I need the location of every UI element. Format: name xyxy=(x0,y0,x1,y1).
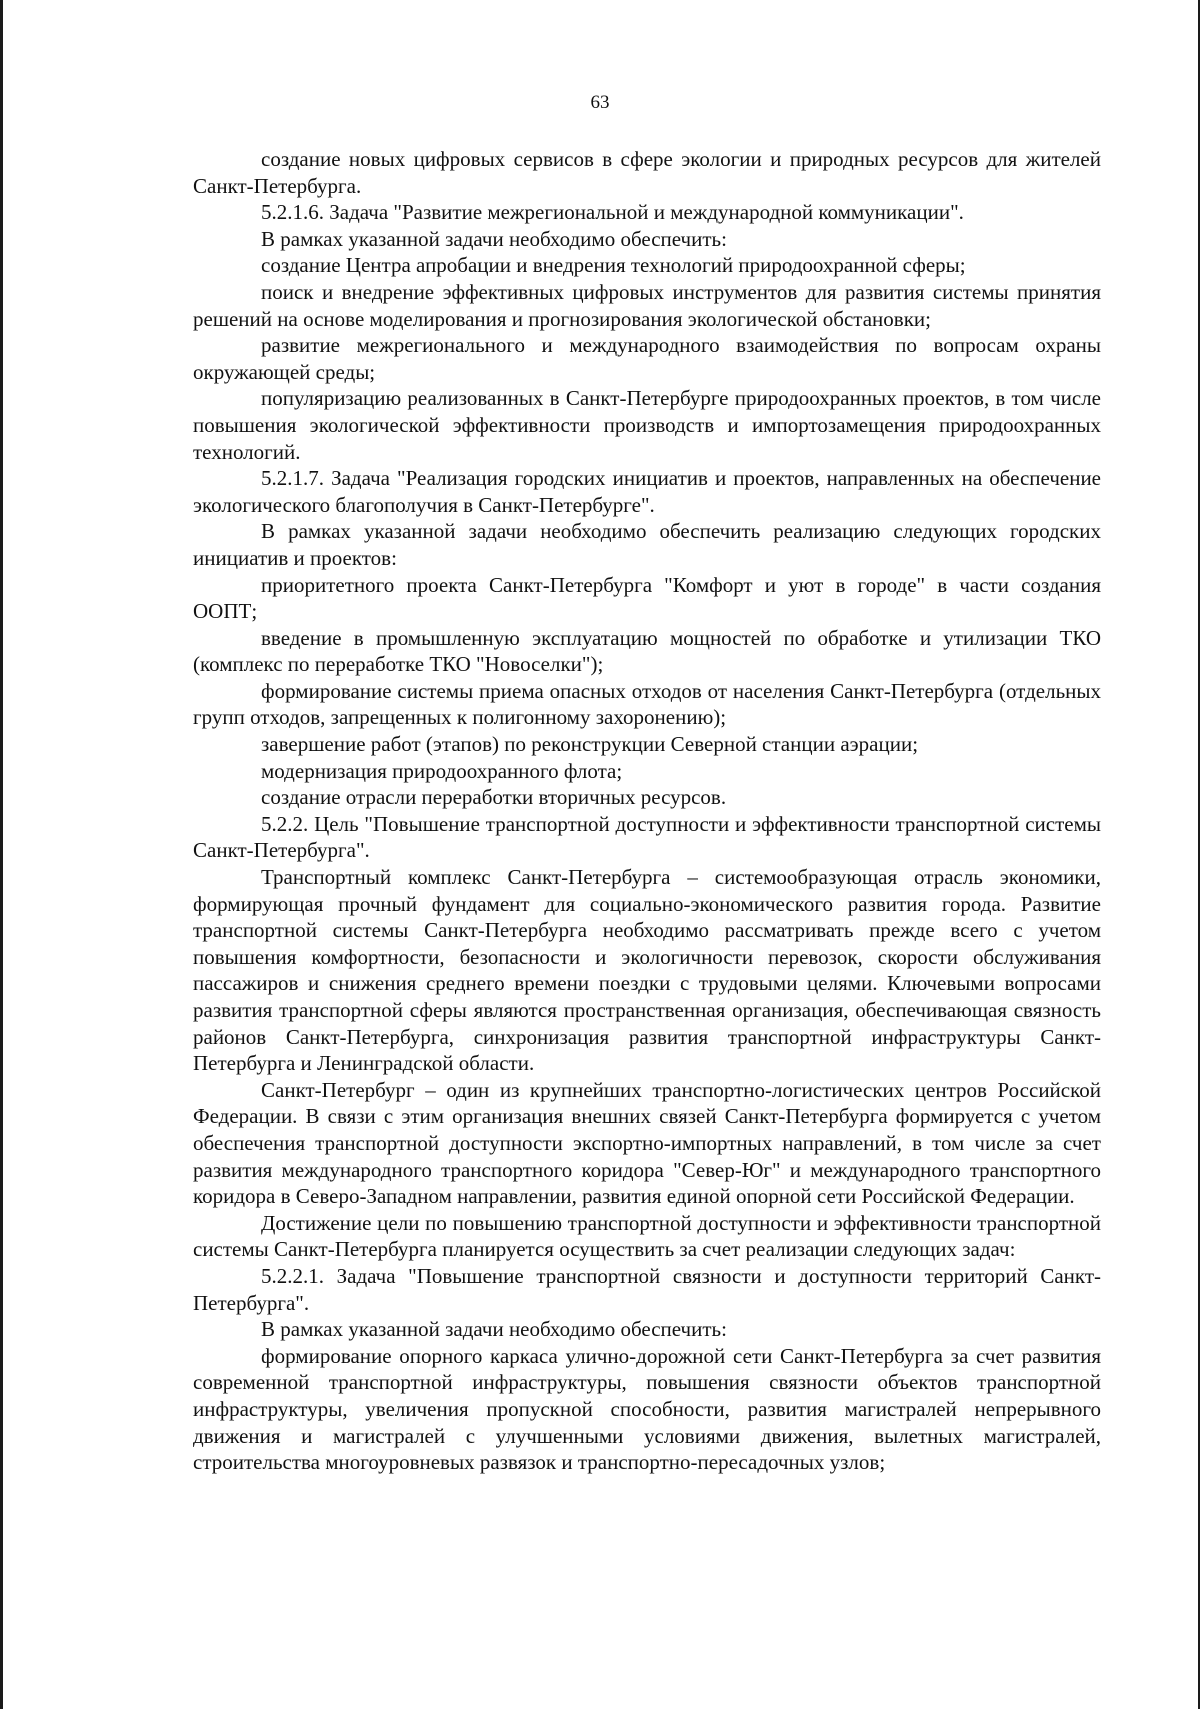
goal-heading: 5.2.2. Цель "Повышение транспортной доступности и эффективности транспортной системы Санкт-Петербурга". xyxy=(193,811,1101,863)
list-item: модернизация природоохранного флота; xyxy=(261,758,623,783)
paragraph: В рамках указанной задачи необходимо обеспечить реализацию следующих городских инициатив и проектов: xyxy=(193,519,1101,570)
task-heading: 5.2.2.1. Задача "Повышение транспортной связности и доступности территорий Санкт-Петербурга". xyxy=(193,1263,1101,1315)
paragraph: В рамках указанной задачи необходимо обеспечить: xyxy=(261,1317,727,1342)
task-heading: 5.2.1.6. Задача "Развитие межрегиональной и международной коммуникации". xyxy=(261,200,964,225)
paragraph: создание новых цифровых сервисов в сфере экологии и природных ресурсов для жителей Санкт-Петербурга. xyxy=(193,147,1101,198)
list-item: развитие межрегионального и международного взаимодействия по вопросам охраны окружающей среды; xyxy=(193,333,1101,384)
list-item: популяризацию реализованных в Санкт-Петербурге природоохранных проектов, в том числе повышения экологической эффективности производств и импортозамещения природоохранных технологий. xyxy=(193,386,1101,464)
document-body xyxy=(193,146,1101,1476)
list-item: формирование системы приема опасных отходов от населения Санкт-Петербурга (отдельных групп отходов, запрещенных к полигонному захоронению); xyxy=(193,678,1101,730)
list-item: создание Центра апробации и внедрения технологий природоохранной сферы; xyxy=(261,253,966,278)
paragraph: Санкт-Петербург – один из крупнейших транспортно-логистических центров Российской Федерации. В связи с этим организация внешних связей Санкт-Петербурга формируется с учетом обеспечения транспортной доступности экспортно-импортных направлений, в том числе за счет развития международного транспортного коридора "Север-Юг" и международного транспортного коридора в Северо-Западном направлении, развития единой опорной сети Российской Федерации. xyxy=(193,1077,1101,1209)
paragraph: Транспортный комплекс Санкт-Петербурга – системообразующая отрасль экономики, формирующая прочный фундамент для социально-экономического развития города. Развитие транспортной системы Санкт-Петербурга необходимо рассматривать прежде всего с учетом повышения комфортности, безопасности и экологичности перевозок, скорости обслуживания пассажиров и снижения среднего времени поездки с трудовыми целями. Ключевыми вопросами развития транспортной сферы являются пространственная организация, обеспечивающая связность районов Санкт-Петербурга, синхронизация развития транспортной инфраструктуры Санкт-Петербурга и Ленинградской области. xyxy=(193,865,1101,1076)
list-item: приоритетного проекта Санкт-Петербурга "Комфорт и уют в городе" в части создания ООПТ; xyxy=(193,572,1101,624)
list-item: создание отрасли переработки вторичных ресурсов. xyxy=(261,785,727,810)
list-item: завершение работ (этапов) по реконструкции Северной станции аэрации; xyxy=(261,732,919,757)
paragraph: Достижение цели по повышению транспортной доступности и эффективности транспортной системы Санкт-Петербурга планируется осуществить за счет реализации следующих задач: xyxy=(193,1210,1101,1262)
page-number: 63 xyxy=(590,92,610,113)
list-item: поиск и внедрение эффективных цифровых инструментов для развития системы принятия решений на основе моделирования и прогнозирования экологической обстановки; xyxy=(193,279,1101,331)
list-item: формирование опорного каркаса улично-дорожной сети Санкт-Петербурга за счет развития современной транспортной инфраструктуры, повышения связности объектов транспортной инфраструктуры, увеличения пропускной способности, развития магистралей непрерывного движения и магистралей с улучшенными условиями движения, вылетных магистралей, строительства многоуровневых развязок и транспортно-пересадочных узлов; xyxy=(193,1343,1101,1475)
scan-edge-left xyxy=(0,0,3,1709)
list-item: введение в промышленную эксплуатацию мощностей по обработке и утилизации ТКО (комплекс по переработке ТКО "Новоселки"); xyxy=(193,625,1101,677)
task-heading: 5.2.1.7. Задача "Реализация городских инициатив и проектов, направленных на обеспечение экологического благополучия в Санкт-Петербурге". xyxy=(193,466,1101,517)
paragraph: В рамках указанной задачи необходимо обеспечить: xyxy=(261,226,727,251)
